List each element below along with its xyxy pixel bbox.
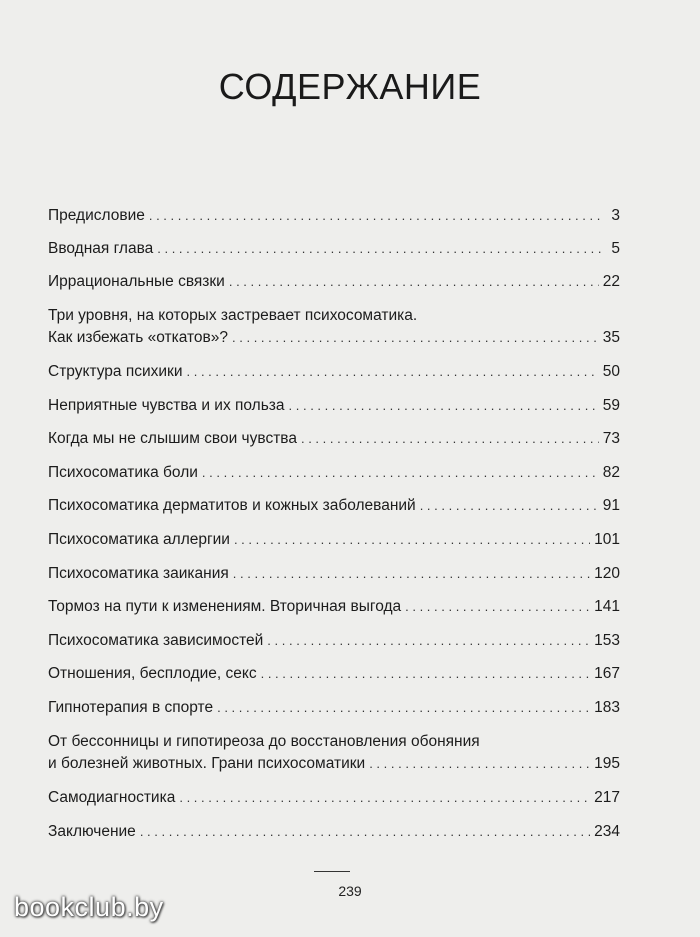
toc-entry-title: Тормоз на пути к изменениям. Вторичная выгода <box>48 598 402 615</box>
toc-entry <box>48 731 620 775</box>
toc-entry-line <box>48 495 620 517</box>
toc-entry-line <box>48 630 620 652</box>
toc-entry-page: 120 <box>594 565 620 582</box>
toc-entry-line <box>48 395 620 417</box>
toc-entry <box>48 663 620 685</box>
toc-entry-page: 141 <box>594 598 620 615</box>
toc-entry <box>48 787 620 809</box>
toc-entry <box>48 529 620 551</box>
toc-entry-title: Психосоматика аллергии <box>48 531 230 548</box>
toc-entry-title: Когда мы не слышим свои чувства <box>48 430 297 447</box>
toc-entry-line <box>48 821 620 843</box>
toc-entry-title: От бессонницы и гипотиреоза до восстановления обоняния <box>48 733 480 750</box>
toc-entry-line <box>48 697 620 719</box>
dot-leader <box>217 697 590 719</box>
dot-leader <box>229 271 599 293</box>
toc-entry-line <box>48 787 620 809</box>
toc-entry-title: Психосоматика заикания <box>48 565 229 582</box>
toc-entry-title: Самодиагностика <box>48 789 176 806</box>
toc-entry-title: Структура психики <box>48 363 183 380</box>
toc-entry-title: Психосоматика боли <box>48 464 198 481</box>
toc-entry-page: 3 <box>611 207 620 224</box>
toc-entry-page: 59 <box>602 397 620 414</box>
dot-leader <box>405 596 590 618</box>
dot-leader <box>157 238 604 260</box>
toc-entry <box>48 271 620 293</box>
toc-entry-title: Три уровня, на которых застревает психосоматика. <box>48 307 418 324</box>
dot-leader <box>261 663 591 685</box>
toc-entry-page: 234 <box>594 823 620 840</box>
toc-entry-line <box>48 205 620 227</box>
toc-entry <box>48 428 620 450</box>
toc-entry-line <box>48 271 620 293</box>
toc-entry-line <box>48 361 620 383</box>
toc-entry-line <box>48 305 620 327</box>
dot-leader <box>234 529 590 551</box>
dot-leader <box>232 327 599 349</box>
toc-entry-title: и болезней животных. Грани психосоматики <box>48 755 366 772</box>
dot-leader <box>369 753 590 775</box>
toc-entry-title: Гипнотерапия в спорте <box>48 699 214 716</box>
toc-entry-page: 153 <box>594 632 620 649</box>
toc-entry-line <box>48 663 620 685</box>
dot-leader <box>187 361 599 383</box>
toc-entry-line <box>48 238 620 260</box>
toc-entry-line <box>48 529 620 551</box>
toc-entry <box>48 697 620 719</box>
toc-entry-page: 167 <box>594 665 620 682</box>
toc-entry <box>48 305 620 349</box>
toc-entry-page: 217 <box>594 789 620 806</box>
toc-entry <box>48 395 620 417</box>
toc-entry-page: 195 <box>594 755 620 772</box>
dot-leader <box>420 495 599 517</box>
toc-entry-title: Предисловие <box>48 207 145 224</box>
dot-leader <box>267 630 590 652</box>
dot-leader <box>202 462 599 484</box>
toc-entry-page: 5 <box>611 240 620 257</box>
toc-entry-page: 73 <box>602 430 620 447</box>
toc-entry <box>48 821 620 843</box>
toc-entry-line <box>48 428 620 450</box>
watermark-logo: bookclub.by <box>14 892 164 922</box>
toc-entry-title: Как избежать «откатов»? <box>48 329 229 346</box>
toc-entry-title: Вводная глава <box>48 240 154 257</box>
toc-entry-line <box>48 563 620 585</box>
dot-leader <box>179 787 590 809</box>
toc-entry <box>48 361 620 383</box>
toc-entry-title: Неприятные чувства и их польза <box>48 397 285 414</box>
toc-entry-line <box>48 596 620 618</box>
toc-entry-line <box>48 327 620 349</box>
toc-entry-page: 183 <box>594 699 620 716</box>
toc-entry <box>48 495 620 517</box>
page-title: СОДЕРЖАНИЕ <box>218 66 482 107</box>
toc-entry <box>48 630 620 652</box>
toc-entry-page: 35 <box>602 329 620 346</box>
page-number-rule <box>314 871 350 872</box>
dot-leader <box>289 395 599 417</box>
toc-entry <box>48 563 620 585</box>
toc-entry-title: Отношения, бесплодие, секс <box>48 665 257 682</box>
toc-entry-page: 82 <box>602 464 620 481</box>
dot-leader <box>301 428 599 450</box>
toc-entry-line <box>48 462 620 484</box>
toc-entry-title: Психосоматика дерматитов и кожных заболеваний <box>48 497 416 514</box>
toc-entry <box>48 205 620 227</box>
toc-entry-page: 22 <box>602 273 620 290</box>
toc-entry-page: 101 <box>594 531 620 548</box>
toc-entry-page: 91 <box>602 497 620 514</box>
toc-entry-page: 50 <box>602 363 620 380</box>
toc-entry-line <box>48 731 620 753</box>
toc-entry-title: Психосоматика зависимостей <box>48 632 264 649</box>
dot-leader <box>149 205 604 227</box>
toc-entry-line <box>48 753 620 775</box>
dot-leader <box>140 821 590 843</box>
dot-leader <box>233 563 590 585</box>
page-number: 239 <box>338 883 362 899</box>
toc-entry-title: Заключение <box>48 823 136 840</box>
toc-entry <box>48 596 620 618</box>
toc-entry <box>48 462 620 484</box>
toc-entry-title: Иррациональные связки <box>48 273 225 290</box>
toc-entry <box>48 238 620 260</box>
